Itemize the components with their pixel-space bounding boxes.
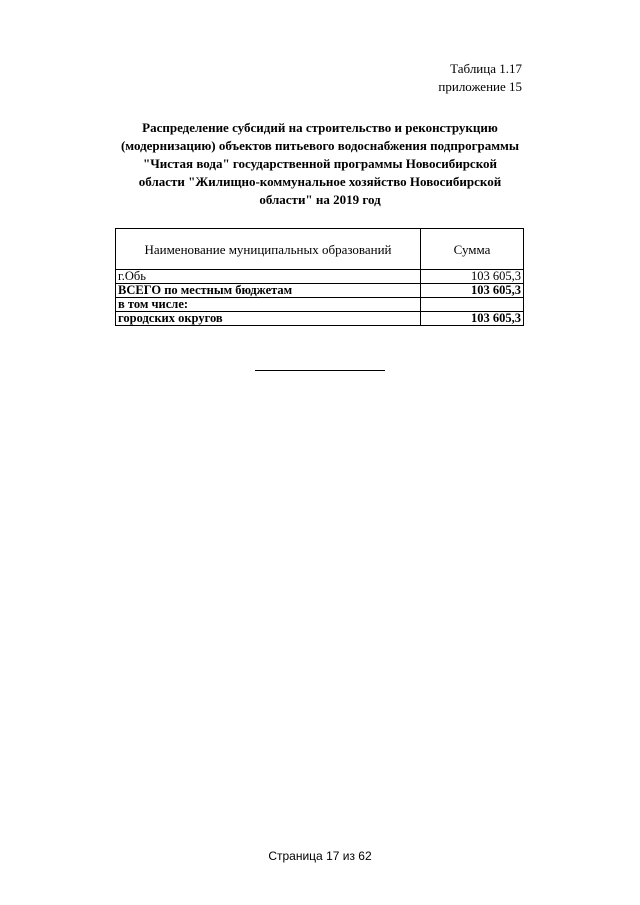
row-name: в том числе: (116, 298, 421, 312)
column-header-name: Наименование муниципальных образований (116, 229, 421, 270)
table-number: Таблица 1.17 (450, 61, 522, 76)
table-header (438, 60, 522, 96)
row-sum: 103 605,3 (421, 270, 524, 284)
title-line: области "Жилищно-коммунальное хозяйство Новосибирской (138, 174, 502, 189)
subsidy-table (115, 228, 524, 326)
table-row (116, 312, 524, 326)
title-line: области" на 2019 год (259, 192, 381, 207)
row-sum: 103 605,3 (421, 284, 524, 298)
row-sum (421, 298, 524, 312)
table-row (116, 270, 524, 284)
table-row-total (116, 284, 524, 298)
separator-line (255, 370, 385, 371)
table-row-subheader (116, 298, 524, 312)
page-number: Страница 17 из 62 (268, 849, 372, 863)
appendix-label: приложение 15 (438, 79, 522, 94)
table-header-row (116, 229, 524, 270)
row-name: г.Обь (116, 270, 421, 284)
title-line: Распределение субсидий на строительство и реконструкцию (142, 120, 498, 135)
row-name: ВСЕГО по местным бюджетам (116, 284, 421, 298)
title-line: "Чистая вода" государственной программы Новосибирской (142, 156, 498, 171)
row-name: городских округов (116, 312, 421, 326)
document-title (110, 119, 530, 209)
row-sum: 103 605,3 (421, 312, 524, 326)
column-header-sum: Сумма (421, 229, 524, 270)
title-line: (модернизацию) объектов питьевого водоснабжения подпрограммы (120, 138, 520, 153)
